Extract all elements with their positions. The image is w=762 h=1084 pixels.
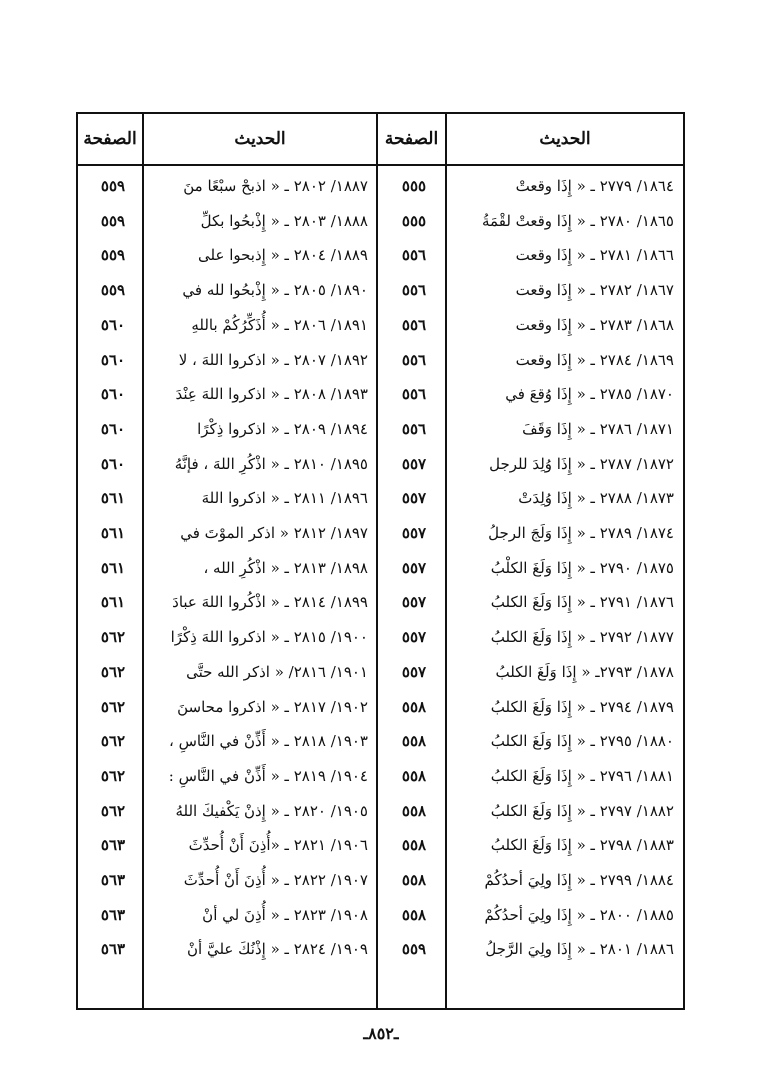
page-number-cell: ٥٦٠ [100, 385, 126, 404]
table-row [76, 620, 685, 654]
page-number-cell: ٥٥٩ [100, 281, 126, 300]
page-number-cell: ٥٦٠ [100, 350, 126, 369]
page-number-cell: ٥٦٢ [100, 628, 126, 647]
header-hadith-left: الحديث [234, 129, 286, 149]
table-row [76, 412, 685, 446]
hadith-entry: ١٨٧٤/ ٢٧٨٩ ـ « إِذَا وَلَجَ الرجلُ [488, 524, 674, 542]
hadith-entry: ١٨٦٧/ ٢٧٨٢ ـ « إِذَا وقعت [515, 281, 674, 300]
page-number-cell: ٥٦٣ [100, 836, 126, 855]
table-row [76, 759, 685, 793]
hadith-entry: ١٨٩٩/ ٢٨١٤ ـ « اذْكُروا اللهَ عبادَ [172, 593, 368, 612]
hadith-entry: ١٨٨٥/ ٢٨٠٠ ـ « إِذَا ولِيَ أحدُكُمْ [484, 905, 674, 924]
page-number-cell: ٥٦١ [100, 593, 126, 612]
hadith-entry: ١٩٠٣/ ٢٨١٨ ـ « أَذِّنْ في النَّاسِ ، [169, 732, 368, 751]
table-row [76, 690, 685, 724]
page-number-cell: ٥٥٦ [401, 350, 427, 369]
page-number-cell: ٥٥٨ [401, 871, 427, 889]
hadith-entry: ١٨٦٥/ ٢٧٨٠ ـ « إِذَا وقعتْ لقْمَةُ [482, 211, 674, 230]
hadith-entry: ١٨٨٢/ ٢٧٩٧ ـ « إِذَا وَلَغَ الكلبُ [490, 801, 674, 820]
hadith-entry: ١٨٩٤/ ٢٨٠٩ ـ « اذكروا ذِكْرًا [197, 419, 368, 438]
page-number-cell: ٥٥٦ [401, 281, 427, 300]
hadith-entry: ١٨٨٠/ ٢٧٩٥ ـ « إِذَا وَلَغَ الكلبُ [490, 732, 674, 751]
hadith-entry: ١٩٠٩/ ٢٨٢٤ ـ « إِذْنُكَ عليَّ أنْ [187, 940, 368, 959]
hadith-entry: ١٨٨٩/ ٢٨٠٤ ـ « إِذبحوا على [198, 246, 368, 265]
table-row [76, 551, 685, 585]
page-number-cell: ٥٥٧ [401, 524, 427, 542]
page-number-cell: ٥٦٢ [100, 662, 126, 681]
hadith-entry: ١٨٨٦/ ٢٨٠١ ـ « إِذَا ولِيَ الرَّجلُ [485, 940, 674, 959]
table-row [76, 724, 685, 758]
table-row [76, 273, 685, 307]
table-row [76, 343, 685, 377]
hadith-entry: ١٨٩٠/ ٢٨٠٥ ـ « إِذْبحُوا لله في [182, 281, 368, 300]
table-row [76, 481, 685, 515]
hadith-entry: ١٨٧٠/ ٢٧٨٥ ـ « إِذَا وُقعَ في [505, 385, 674, 404]
hadith-entry: ١٨٨٧/ ٢٨٠٢ ـ « اذبحْ سبْعًا منَ [183, 177, 368, 195]
hadith-entry: ١٩٠٧/ ٢٨٢٢ ـ « أُذِنَ أَنْ أُحدِّثَ [183, 871, 368, 889]
hadith-entry: ١٨٧٣/ ٢٧٨٨ ـ « إِذَا وُلِدَتْ [518, 489, 674, 508]
table-row [76, 932, 685, 966]
page-number-cell: ٥٥٨ [401, 766, 427, 785]
page-number-cell: ٥٥٨ [401, 732, 427, 751]
page-number-cell: ٥٦١ [100, 489, 126, 508]
table-row [76, 655, 685, 689]
page-number-cell: ٥٥٦ [401, 246, 427, 265]
hadith-entry: ١٨٨٣/ ٢٧٩٨ ـ « إِذَا وَلَغَ الكلبُ [490, 836, 674, 855]
hadith-entry: ١٨٩٥/ ٢٨١٠ ـ « اذْكُرِ اللهَ ، فإنَّهُ [174, 454, 368, 473]
page-number-cell: ٥٥٩ [100, 246, 126, 265]
hadith-entry: ١٨٨٤/ ٢٧٩٩ ـ « إِذَا ولِيَ أحدُكُمْ [484, 871, 674, 889]
page-number-cell: ٥٦٣ [100, 871, 126, 889]
hadith-entry: ١٨٩٨/ ٢٨١٣ ـ « اذْكُرِ الله ، [203, 558, 368, 577]
page-number-cell: ٥٦٢ [100, 732, 126, 751]
page-number-cell: ٥٦٠ [100, 454, 126, 473]
hadith-entry: ١٨٧٦/ ٢٧٩١ ـ « إِذَا وَلَغَ الكلبُ [490, 593, 674, 612]
hadith-entry: ١٩٠٨/ ٢٨٢٣ ـ « أُذِنَ لي أنْ [202, 905, 368, 924]
hadith-entry: ١٩٠٠/ ٢٨١٥ ـ « اذكروا اللهَ ذِكْرًا [170, 628, 368, 647]
page-number-cell: ٥٥٨ [401, 905, 427, 924]
table-row [76, 585, 685, 619]
page-number-cell: ٥٥٧ [401, 593, 427, 612]
hadith-entry: ١٨٩٣/ ٢٨٠٨ ـ « اذكروا اللهَ عِنْدَ [175, 385, 368, 404]
table-row [76, 308, 685, 342]
hadith-entry: ١٨٦٨/ ٢٧٨٣ ـ « إِذَا وقعت [515, 315, 674, 334]
hadith-entry: ١٩٠٢/ ٢٨١٧ ـ « اذكروا محاسنَ [177, 697, 368, 716]
table-row [76, 863, 685, 897]
page-number-cell: ٥٥٧ [401, 454, 427, 473]
header-hadith-right: الحديث [539, 129, 591, 149]
page-number-cell: ٥٥٧ [401, 558, 427, 577]
table-row [76, 447, 685, 481]
page-number-cell: ٥٦٣ [100, 905, 126, 924]
hadith-entry: ١٩٠١/ ٢٨١٦/ « اذكر الله حتَّى [186, 662, 368, 681]
page-number-cell: ٥٥٩ [401, 940, 427, 959]
table-row [76, 516, 685, 550]
page-number-cell: ٥٥٧ [401, 489, 427, 508]
page-number-cell: ٥٥٦ [401, 385, 427, 404]
page-number-cell: ٥٥٨ [401, 697, 427, 716]
header-page-right: الصفحة [384, 129, 439, 149]
page-number-cell: ٥٦٣ [100, 940, 126, 959]
table-row [76, 898, 685, 932]
hadith-entry: ١٨٨١/ ٢٧٩٦ ـ « إِذَا وَلَغَ الكلبُ [490, 766, 674, 785]
hadith-entry: ١٨٧٨/ ٢٧٩٣ـ « إِذَا وَلَغَ الكلبُ [495, 662, 674, 681]
page-number-cell: ٥٥٩ [100, 211, 126, 230]
page-number-cell: ٥٦٢ [100, 801, 126, 820]
hadith-entry: ١٨٧٩/ ٢٧٩٤ ـ « إِذَا وَلَغَ الكلبُ [490, 697, 674, 716]
hadith-entry: ١٨٩٦/ ٢٨١١ ـ « اذكروا اللهَ [201, 489, 368, 508]
table-row [76, 794, 685, 828]
page-number-cell: ٥٥٨ [401, 836, 427, 855]
hadith-entry: ١٨٩١/ ٢٨٠٦ ـ « أُذَكِّرُكُمْ باللهِ [191, 315, 368, 334]
table-row [76, 377, 685, 411]
hadith-entry: ١٨٩٧/ ٢٨١٢ « اذكر الموْتَ في [180, 524, 368, 542]
table-row [76, 238, 685, 272]
page-number-cell: ٥٦٢ [100, 697, 126, 716]
table-row [76, 828, 685, 862]
page-number-cell: ٥٥٥ [401, 211, 427, 230]
page-number-cell: ٥٥٧ [401, 662, 427, 681]
hadith-entry: ١٩٠٤/ ٢٨١٩ ـ « أَذِّنْ في النَّاسِ : [168, 766, 368, 785]
header-page-left: الصفحة [83, 129, 137, 149]
page-number-cell: ٥٦١ [100, 558, 126, 577]
hadith-entry: ١٨٧٢/ ٢٧٨٧ ـ « إِذَا وُلِدَ للرجل [489, 454, 674, 473]
hadith-entry: ١٩٠٦/ ٢٨٢١ ـ «أُذِنَ أَنْ أُحدِّثَ [188, 836, 368, 855]
page-number-cell: ٥٥٧ [401, 628, 427, 647]
page-number-cell: ٥٥٦ [401, 315, 427, 334]
page-number-cell: ٥٥٥ [401, 177, 427, 195]
hadith-entry: ١٨٦٦/ ٢٧٨١ ـ « إِذَا وقعت [515, 246, 674, 265]
page-number-cell: ٥٦٠ [100, 315, 126, 334]
header-divider [76, 164, 685, 166]
hadith-entry: ١٨٧٥/ ٢٧٩٠ ـ « إِذَا وَلَغَ الكلْبُ [490, 558, 674, 577]
hadith-entry: ١٨٨٨/ ٢٨٠٣ ـ « إِذْبحُوا بكلِّ [200, 211, 368, 230]
page-number: ـ٨٥٢ـ [363, 1024, 399, 1043]
page-number-cell: ٥٦٠ [100, 419, 126, 438]
page-number-cell: ٥٥٦ [401, 419, 427, 438]
page-number-cell: ٥٦١ [100, 524, 126, 542]
table-row [76, 204, 685, 238]
hadith-entry: ١٨٩٢/ ٢٨٠٧ ـ « اذكروا اللهَ ، لا [178, 350, 368, 369]
hadith-entry: ١٨٦٩/ ٢٧٨٤ ـ « إِذَا وقعت [515, 350, 674, 369]
hadith-entry: ١٩٠٥/ ٢٨٢٠ ـ « إِذنْ يَكْفيكَ اللهُ [175, 801, 368, 820]
table-row [76, 169, 685, 203]
hadith-entry: ١٨٦٤/ ٢٧٧٩ ـ « إِذَا وقعتْ [515, 177, 674, 195]
page-number-cell: ٥٦٢ [100, 766, 126, 785]
hadith-entry: ١٨٧٧/ ٢٧٩٢ ـ « إِذَا وَلَغَ الكلبُ [490, 628, 674, 647]
page-number-cell: ٥٥٩ [100, 177, 126, 195]
page-number-cell: ٥٥٨ [401, 801, 427, 820]
hadith-entry: ١٨٧١/ ٢٧٨٦ ـ « إِذَا وَقَفَ [522, 419, 674, 438]
